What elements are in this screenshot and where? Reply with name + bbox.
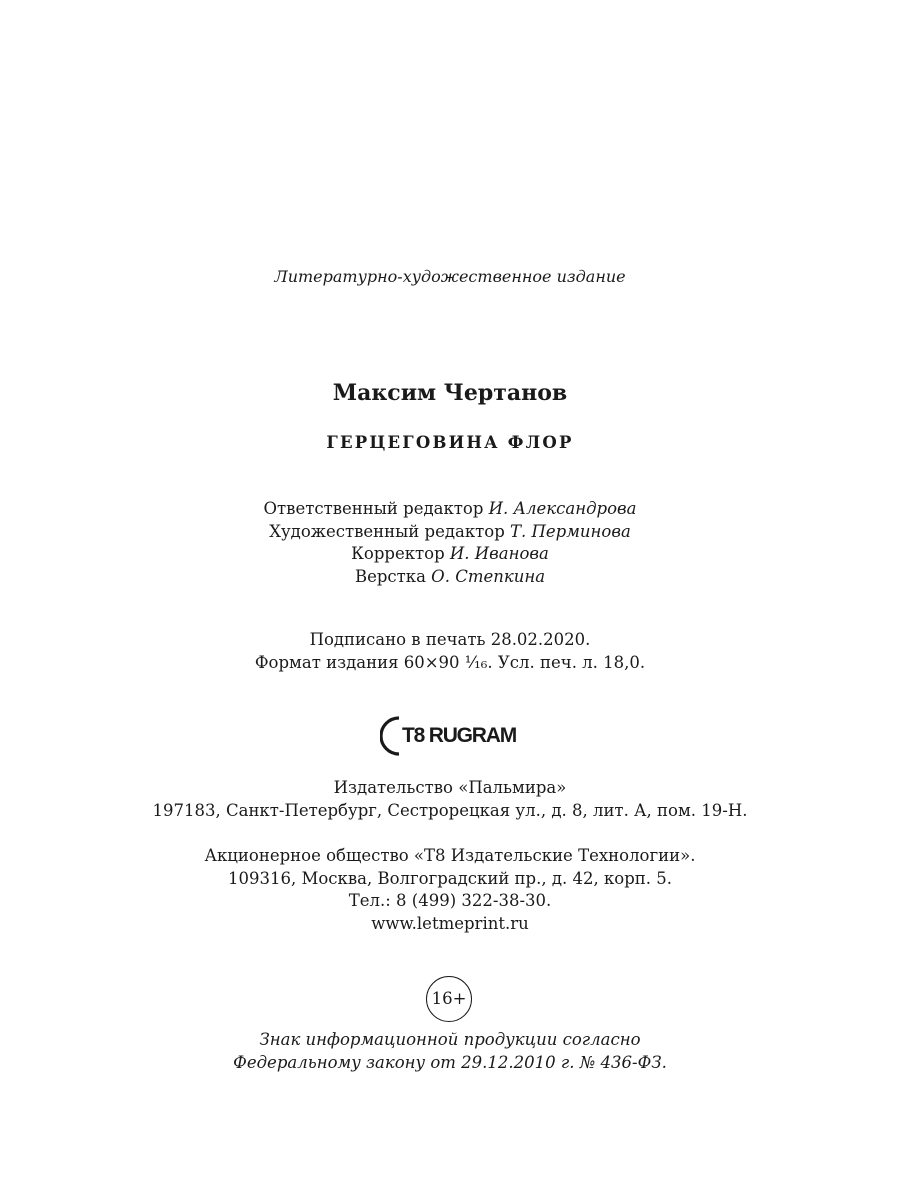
- notice-line-1: Знак информационной продукции согласно: [259, 1030, 641, 1049]
- credit-row-art-editor: [0, 521, 900, 544]
- printer-address: 109316, Москва, Волгоградский пр., д. 42, корп. 5.: [227, 868, 673, 888]
- credits-block: [0, 498, 900, 588]
- printer-phone: Тел.: 8 (499) 322-38-30.: [348, 891, 552, 910]
- logo-wordmark: T8 RUGRAM: [402, 724, 517, 747]
- age-rating-notice: [0, 1029, 900, 1074]
- credit-role: Ответственный редактор: [263, 499, 484, 518]
- age-rating-badge: 16+: [426, 976, 472, 1022]
- credit-role: Верстка: [354, 566, 426, 586]
- publisher-address: 197183, Санкт-Петербург, Сестрорецкая ул., д. 8, лит. А, пом. 19-Н.: [152, 800, 748, 820]
- credit-row-proofreader: [0, 543, 900, 566]
- credit-name: И. Александрова: [488, 499, 637, 518]
- credit-name: О. Степкина: [431, 566, 546, 586]
- genre-label: Литературно-художественное издание: [274, 267, 626, 286]
- notice-line-2: Федеральному закону от 29.12.2010 г. № 436-ФЗ.: [233, 1052, 667, 1072]
- credit-role: Корректор: [351, 544, 445, 563]
- signed-to-print: Подписано в печать 28.02.2020.: [309, 630, 591, 649]
- credit-row-layout: [0, 566, 900, 589]
- credit-name: И. Иванова: [449, 544, 549, 563]
- credit-name: Т. Перминова: [510, 521, 631, 541]
- edition-format: Формат издания 60×90 ¹⁄₁₆. Усл. печ. л. 18,0.: [254, 652, 646, 672]
- credit-row-chief-editor: [0, 498, 900, 521]
- printer-name: Акционерное общество «Т8 Издательские Технологии».: [204, 846, 696, 865]
- credit-role: Художественный редактор: [269, 521, 505, 541]
- printer-website: www.letmeprint.ru: [371, 913, 529, 933]
- printer-block: [0, 845, 900, 935]
- author-name: Максим Чертанов: [332, 380, 568, 406]
- publisher-name: Издательство «Пальмира»: [333, 778, 567, 797]
- book-title: ГЕРЦЕГОВИНА ФЛОР: [326, 433, 574, 452]
- publisher-block: [0, 777, 900, 822]
- print-info-block: [0, 629, 900, 674]
- t8-rugram-logo: [380, 714, 520, 758]
